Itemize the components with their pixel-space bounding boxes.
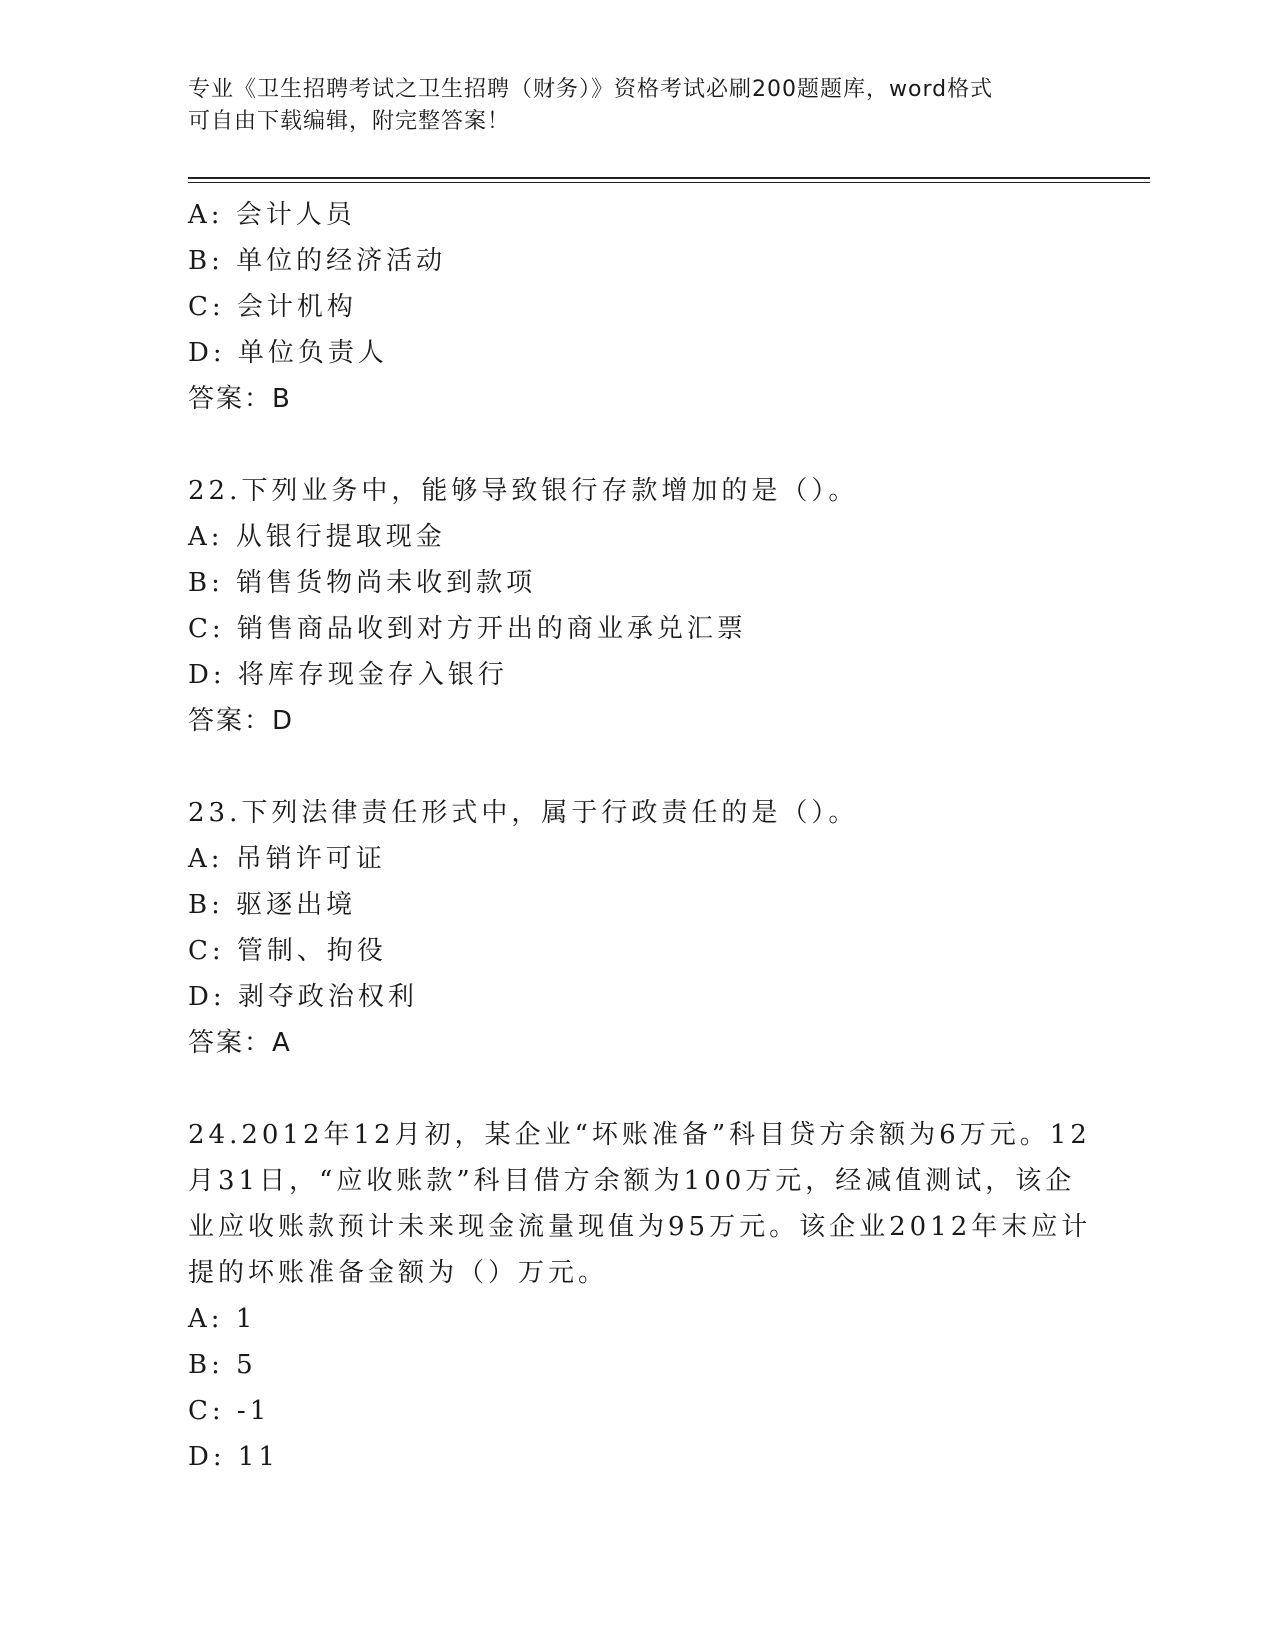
answer-line: 答案：D: [188, 706, 295, 736]
option-d: D: 将库存现金存入银行: [188, 660, 508, 690]
question-stem-line-1: 24.2012年12月初，某企业“坏账准备”科目贷方余额为6万元。12: [188, 1120, 1091, 1150]
option-c: C: 销售商品收到对方开出的商业承兑汇票: [188, 614, 747, 644]
question-list: [188, 192, 1092, 1480]
spacer: [188, 422, 1088, 468]
header-divider-thick: [188, 177, 1150, 179]
question-stem: 23.下列法律责任形式中，属于行政责任的是（）。: [188, 798, 859, 828]
option-b: B: 单位的经济活动: [188, 246, 447, 276]
question-stem-line-2: 月31日，“应收账款”科目借方余额为100万元，经减值测试，该企: [188, 1166, 1076, 1196]
spacer: [188, 744, 1088, 790]
option-a: A: 1: [188, 1304, 257, 1334]
option-c: C: -1: [188, 1396, 271, 1426]
option-d: D: 11: [188, 1442, 279, 1472]
option-a: A: 从银行提取现金: [188, 522, 446, 552]
option-d: D: 剥夺政治权利: [188, 982, 418, 1012]
option-b: B: 驱逐出境: [188, 890, 357, 920]
spacer: [188, 1066, 1088, 1112]
answer-line: 答案：A: [188, 1028, 292, 1058]
option-b: B: 销售货物尚未收到款项: [188, 568, 537, 598]
option-a: A: 吊销许可证: [188, 844, 386, 874]
question-stem-line-3: 业应收账款预计未来现金流量现值为95万元。该企业2012年末应计: [188, 1212, 1092, 1242]
question-stem: 22.下列业务中，能够导致银行存款增加的是（）。: [188, 476, 859, 506]
document-header: [188, 74, 1088, 138]
question-21: [188, 192, 1088, 422]
option-c: C: 会计机构: [188, 292, 357, 322]
question-stem-line-4: 提的坏账准备金额为（）万元。: [188, 1258, 609, 1288]
option-b: B: 5: [188, 1350, 257, 1380]
option-d: D: 单位负责人: [188, 338, 388, 368]
question-24: [188, 1112, 1092, 1480]
header-title-line-1: 专业《卫生招聘考试之卫生招聘（财务）》资格考试必刷200题题库，word格式: [188, 77, 994, 102]
header-title-line-2: 可自由下载编辑，附完整答案！: [188, 109, 511, 134]
question-23: [188, 790, 1088, 1066]
option-a: A: 会计人员: [188, 200, 356, 230]
answer-line: 答案：B: [188, 384, 292, 414]
header-divider-thin: [188, 182, 1150, 183]
option-c: C: 管制、拘役: [188, 936, 387, 966]
question-22: [188, 468, 1088, 744]
